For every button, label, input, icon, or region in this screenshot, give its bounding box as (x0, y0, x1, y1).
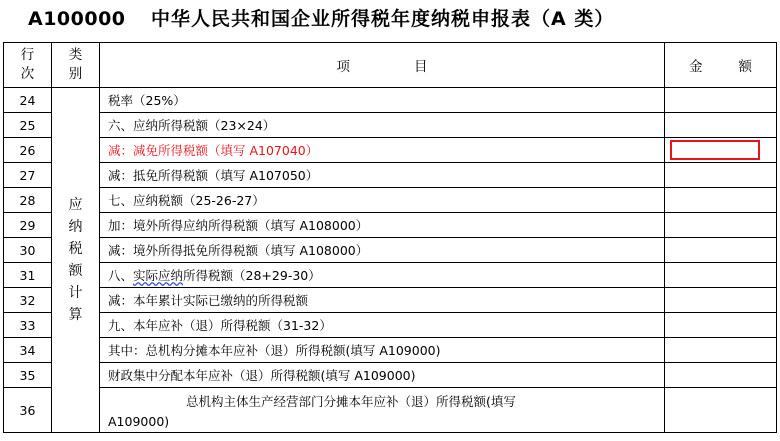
row-number: 35 (4, 363, 52, 388)
header-amount: 金 额 (665, 43, 777, 88)
row-number: 29 (4, 213, 52, 238)
amount-cell[interactable] (665, 113, 777, 138)
row-item: 财政集中分配本年应补（退）所得税额(填写 A109000) (100, 363, 665, 388)
row-number: 27 (4, 163, 52, 188)
row-item: 减：境外所得抵免所得税额（填写 A108000） (100, 238, 665, 263)
row-number: 32 (4, 288, 52, 313)
row-number: 31 (4, 263, 52, 288)
row-number: 33 (4, 313, 52, 338)
amount-cell[interactable] (665, 388, 777, 433)
table-row (4, 188, 777, 213)
amount-cell[interactable] (665, 313, 777, 338)
row-item-line-1: 总机构主体生产经营部门分摊本年应补（退）所得税额(填写 (186, 394, 516, 409)
form-code: A100000 (28, 8, 126, 30)
form-header (28, 2, 768, 36)
table-header-row (4, 43, 777, 88)
amount-input-highlighted[interactable] (670, 140, 760, 160)
row-item: 九、本年应补（退）所得税额（31-32） (100, 313, 665, 338)
row-item: 减：抵免所得税额（填写 A107050） (100, 163, 665, 188)
row-item-line-2: A109000) (108, 414, 170, 429)
amount-cell[interactable] (665, 88, 777, 113)
table-row (4, 313, 777, 338)
category-cell: 应 纳 税 额 计 算 (52, 88, 100, 433)
row-item: 七、应纳税额（25-26-27） (100, 188, 665, 213)
spellcheck-underlined-text: 实际应纳 (133, 268, 184, 283)
table-row (4, 238, 777, 263)
amount-cell[interactable] (665, 163, 777, 188)
row-number: 36 (4, 388, 52, 433)
row-item: 加：境外所得应纳所得税额（填写 A108000） (100, 213, 665, 238)
amount-cell[interactable] (665, 338, 777, 363)
table-row (4, 213, 777, 238)
table-row (4, 338, 777, 363)
table-row (4, 163, 777, 188)
row-item-highlighted: 减：减免所得税额（填写 A107040） (100, 138, 665, 163)
tax-return-table (3, 42, 777, 433)
row-number: 24 (4, 88, 52, 113)
table-row (4, 363, 777, 388)
row-item (100, 388, 665, 433)
table-row (4, 88, 777, 113)
table-row-highlighted (4, 138, 777, 163)
row-item: 税率（25%） (100, 88, 665, 113)
row-item: 其中：总机构分摊本年应补（退）所得税额(填写 A109000) (100, 338, 665, 363)
amount-cell (665, 138, 777, 163)
table-row (4, 113, 777, 138)
header-category: 类 别 (52, 43, 100, 88)
row-number: 34 (4, 338, 52, 363)
row-item: 六、应纳所得税额（23×24） (100, 113, 665, 138)
amount-cell[interactable] (665, 213, 777, 238)
row-number: 25 (4, 113, 52, 138)
table-row (4, 263, 777, 288)
header-item: 项 目 (100, 43, 665, 88)
row-number: 28 (4, 188, 52, 213)
amount-cell[interactable] (665, 263, 777, 288)
amount-cell[interactable] (665, 363, 777, 388)
amount-cell[interactable] (665, 188, 777, 213)
table-row (4, 288, 777, 313)
row-item: 减：本年累计实际已缴纳的所得税额 (100, 288, 665, 313)
row-number: 30 (4, 238, 52, 263)
header-row-no: 行 次 (4, 43, 52, 88)
form-title: 中华人民共和国企业所得税年度纳税申报表（A 类） (151, 8, 615, 30)
row-item: 八、实际应纳所得税额（28+29-30） (100, 263, 665, 288)
row-number: 26 (4, 138, 52, 163)
table-row (4, 388, 777, 433)
amount-cell[interactable] (665, 288, 777, 313)
amount-cell[interactable] (665, 238, 777, 263)
